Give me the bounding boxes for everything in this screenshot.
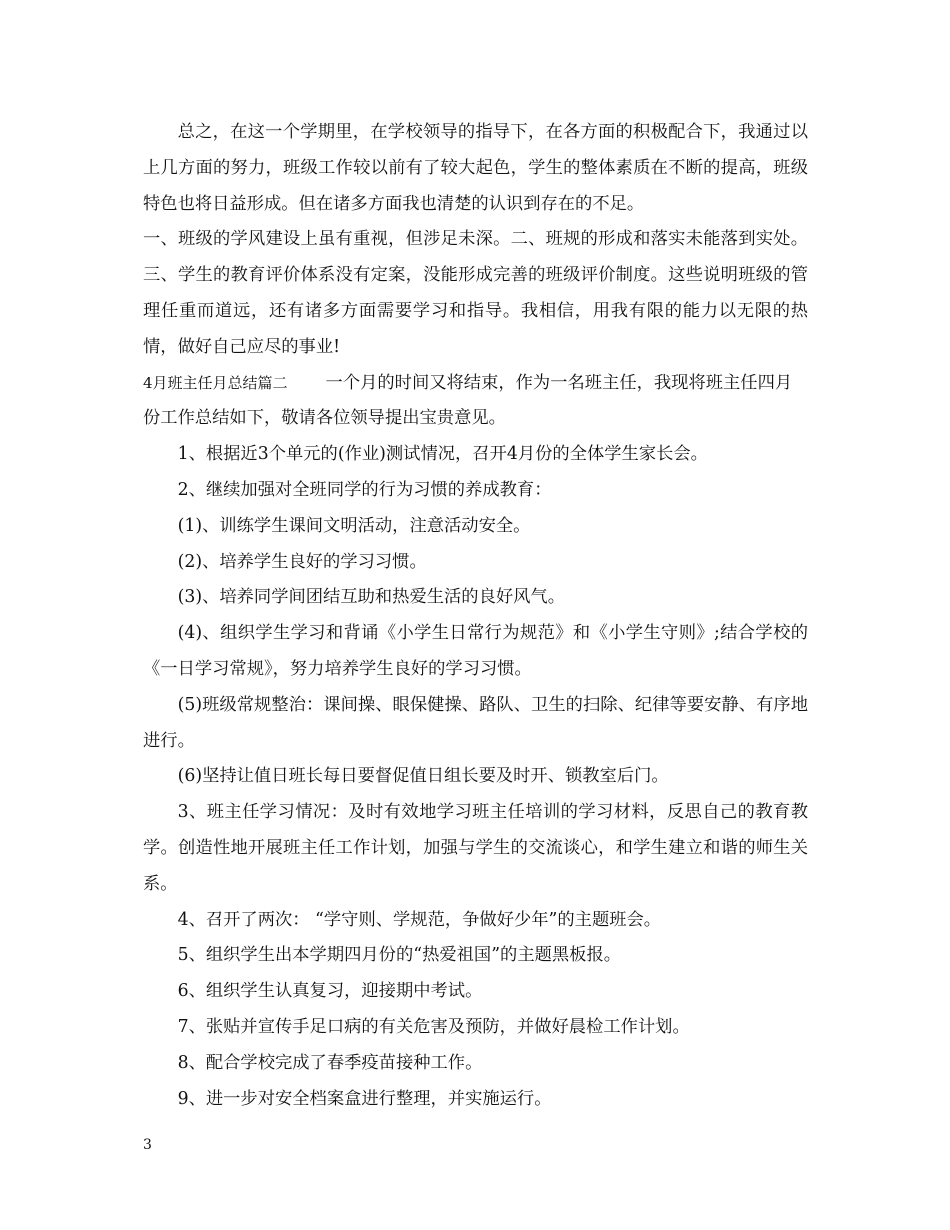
list-item-7: 7、张贴并宣传手足口病的有关危害及预防，并做好晨检工作计划。	[177, 1016, 690, 1037]
list-item-5: 5、组织学生出本学期四月份的“热爱祖国”的主题黑板报。	[177, 945, 622, 966]
section-intro: 一个月的时间又将结束，作为一名班主任，我现将班主任四月份工作总结如下，敬请各位领导提出宝贵意见。	[143, 372, 793, 429]
list-item-9: 9、进一步对安全档案盒进行整理，并实施运行。	[177, 1088, 552, 1109]
list-item-6: 6、组织学生认真复习，迎接期中考试。	[177, 981, 483, 1002]
list-item-4: 4、召开了两次： “学守则、学规范，争做好少年”的主题班会。	[177, 909, 662, 930]
document-body	[143, 115, 808, 1117]
list-item-1: 1、根据近3个单元的(作业)测试情况，召开4月份的全体学生家长会。	[177, 444, 708, 465]
sub-item-5: (5)班级常规整治：课间操、眼保健操、路队、卫生的扫除、纪律等要安静、有序地进行。	[143, 694, 808, 751]
sub-item-2: (2)、培养学生良好的学习习惯。	[177, 551, 427, 572]
list-item-2: 2、继续加强对全班同学的行为习惯的养成教育：	[177, 479, 552, 500]
list-item-8: 8、配合学校完成了春季疫苗接种工作。	[177, 1052, 483, 1073]
page-number: 3	[143, 1137, 152, 1153]
sub-item-4: (4)、组织学生学习和背诵《小学生日常行为规范》和《小学生守则》;结合学校的《一日学习常规》，努力培养学生良好的学习习惯。	[143, 623, 808, 679]
paragraph-summary: 总之，在这一个学期里，在学校领导的指导下，在各方面的积极配合下，我通过以上几方面的努力，班级工作较以前有了较大起色，学生的整体素质在不断的提高，班级特色也将日益形成。但在诸多方面我也清楚的认识到存在的不足。	[143, 122, 808, 214]
list-item-3: 3、班主任学习情况：及时有效地学习班主任培训的学习材料，反思自己的教育教学。创造性地开展班主任工作计划，加强与学生的交流谈心，和学生建立和谐的师生关系。	[143, 802, 808, 894]
sub-item-3: (3)、培养同学间团结互助和热爱生活的良好风气。	[177, 587, 565, 608]
sub-item-6: (6)坚持让值日班长每日要督促值日组长要及时开、锁教室后门。	[177, 766, 669, 787]
paragraph-shortcomings: 一、班级的学风建设上虽有重视，但涉足未深。二、班规的形成和落实未能落到实处。三、学生的教育评价体系没有定案，没能形成完善的班级评价制度。这些说明班级的管理任重而道远，还有诸多方面需要学习和指导。我相信，用我有限的能力以无限的热情，做好自己应尽的事业!	[143, 229, 808, 357]
section-heading-line	[143, 366, 808, 438]
section-title: 4月班主任月总结篇二	[143, 373, 288, 392]
sub-item-1: (1)、训练学生课间文明活动，注意活动安全。	[177, 515, 531, 536]
